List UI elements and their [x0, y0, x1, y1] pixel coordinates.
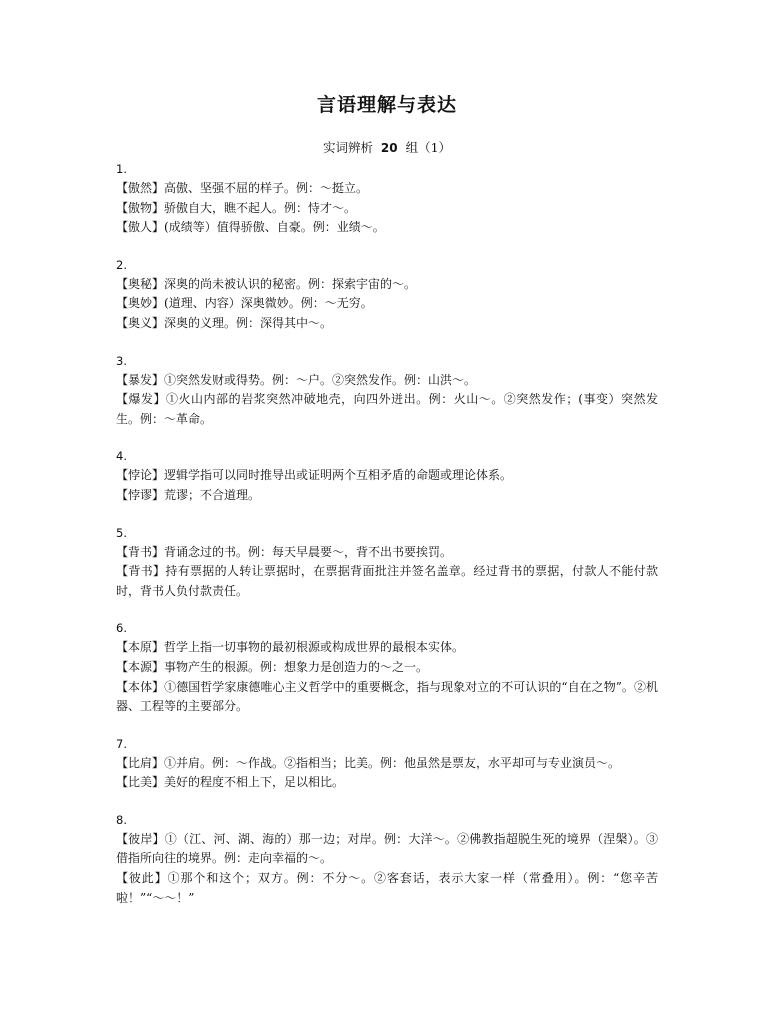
entry-definition: ①（江、河、湖、海的）那一边；对岸。例：大洋～。②佛教指超脱生死的境界（涅槃）。③借指所向往的境界。例：走向幸福的～。: [116, 831, 658, 866]
subtitle-count: 20: [380, 141, 398, 155]
word-group: [116, 735, 658, 793]
word-entry: [116, 275, 658, 295]
entry-definition: 高傲、坚强不屈的样子。例：～挺立。: [164, 181, 369, 195]
word-groups: [116, 160, 658, 908]
entry-definition: 荒谬；不合道理。: [164, 487, 261, 502]
entry-term: 【比美】: [116, 775, 165, 790]
word-entry: [116, 543, 658, 563]
word-entry: [116, 830, 658, 869]
subtitle-suffix: 组（1）: [405, 140, 452, 155]
entry-definition: 逻辑学指可以同时推导出或证明两个互相矛盾的命题或理论体系。: [164, 468, 513, 483]
page-title: 言语理解与表达: [316, 94, 457, 116]
word-group: [116, 447, 658, 505]
entry-term: 【奥秘】: [116, 276, 165, 291]
word-group: [116, 160, 658, 238]
word-entry: [116, 390, 658, 429]
word-entry: [116, 562, 658, 601]
word-entry: [116, 773, 658, 793]
entry-definition: ①那个和这个；双方。例：不分～。②客套话，表示大家一样（常叠用）。例：“您辛苦啦！”“～～！”: [116, 871, 658, 905]
word-entry: [116, 754, 658, 774]
word-group: [116, 524, 658, 602]
word-group: [116, 811, 658, 908]
word-entry: [116, 638, 658, 658]
entry-term: 【比肩】: [116, 755, 165, 770]
subtitle-prefix: 实词辨析: [322, 140, 373, 155]
entry-term: 【本源】: [116, 659, 165, 674]
entry-definition: 深奥的义理。例：深得其中～。: [164, 315, 333, 330]
word-entry: [116, 199, 658, 219]
group-number: 8.: [116, 812, 127, 827]
entry-definition: ①并肩。例：～作战。②指相当；比美。例：他虽然是票友，水平却可与专业演员～。: [164, 755, 621, 770]
word-entry: [116, 179, 658, 199]
entry-definition: 深奥的尚未被认识的秘密。例：探索宇宙的～。: [164, 276, 417, 291]
word-entry: [116, 218, 658, 238]
entry-term: 【本体】: [116, 679, 165, 694]
group-number: 1.: [116, 162, 127, 176]
entry-definition: ①德国哲学家康德唯心主义哲学中的重要概念，指与现象对立的不可认识的“自在之物”。②机器、工程等的主要部分。: [116, 679, 658, 714]
entry-definition: 持有票据的人转让票据时，在票据背面批注并签名盖章。经过背书的票据，付款人不能付款时，背书人负付款责任。: [116, 564, 658, 598]
entry-definition: (成绩等）值得骄傲、自豪。例：业绩～。: [164, 220, 385, 235]
word-entry: [116, 658, 658, 678]
entry-term: 【暴发】: [116, 372, 165, 387]
word-entry: [116, 869, 658, 908]
entry-definition: 骄傲自大，瞧不起人。例：恃才～。: [164, 200, 357, 215]
group-number: 3.: [116, 353, 127, 368]
entry-definition: 哲学上指一切事物的最初根源或构成世界的最根本实体。: [164, 640, 465, 655]
entry-definition: 事物产生的根源。例：想象力是创造力的～之一。: [164, 659, 429, 674]
group-number: 6.: [116, 621, 127, 636]
word-entry: [116, 678, 658, 717]
entry-term: 【傲人】: [116, 220, 165, 235]
group-number: 5.: [116, 525, 127, 540]
entry-definition: ①火山内部的岩浆突然冲破地壳，向四外迸出。例：火山～。②突然发作；(事变）突然发生。例：～革命。: [116, 392, 658, 426]
entry-definition: 背诵念过的书。例：每天早晨要～，背不出书要挨罚。: [164, 544, 453, 559]
entry-term: 【傲物】: [116, 200, 165, 215]
entry-term: 【爆发】: [116, 392, 167, 407]
entry-term: 【奥妙】: [116, 296, 165, 311]
entry-term: 【傲然】: [116, 181, 165, 195]
group-number: 7.: [116, 736, 127, 751]
entry-definition: 美好的程度不相上下，足以相比。: [164, 775, 345, 790]
word-entry: [116, 314, 658, 334]
entry-term: 【背书】: [116, 564, 166, 579]
word-group: [116, 352, 658, 430]
word-entry: [116, 486, 658, 506]
entry-term: 【彼此】: [116, 871, 168, 886]
entry-term: 【悖谬】: [116, 487, 165, 502]
word-group: [116, 619, 658, 716]
word-group: [116, 256, 658, 334]
word-entry: [116, 466, 658, 486]
word-entry: [116, 371, 658, 391]
entry-term: 【奥义】: [116, 315, 165, 330]
entry-definition: (道理、内容）深奥微妙。例：～无穷。: [164, 296, 373, 311]
word-entry: [116, 294, 658, 314]
group-number: 4.: [116, 449, 127, 464]
entry-term: 【悖论】: [116, 468, 165, 483]
section-subtitle: [116, 140, 658, 156]
entry-term: 【本原】: [116, 640, 165, 655]
entry-term: 【彼岸】: [116, 831, 165, 846]
entry-term: 【背书】: [116, 544, 165, 559]
group-number: 2.: [116, 257, 127, 272]
entry-definition: ①突然发财或得势。例：～户。②突然发作。例：山洪～。: [164, 372, 477, 387]
